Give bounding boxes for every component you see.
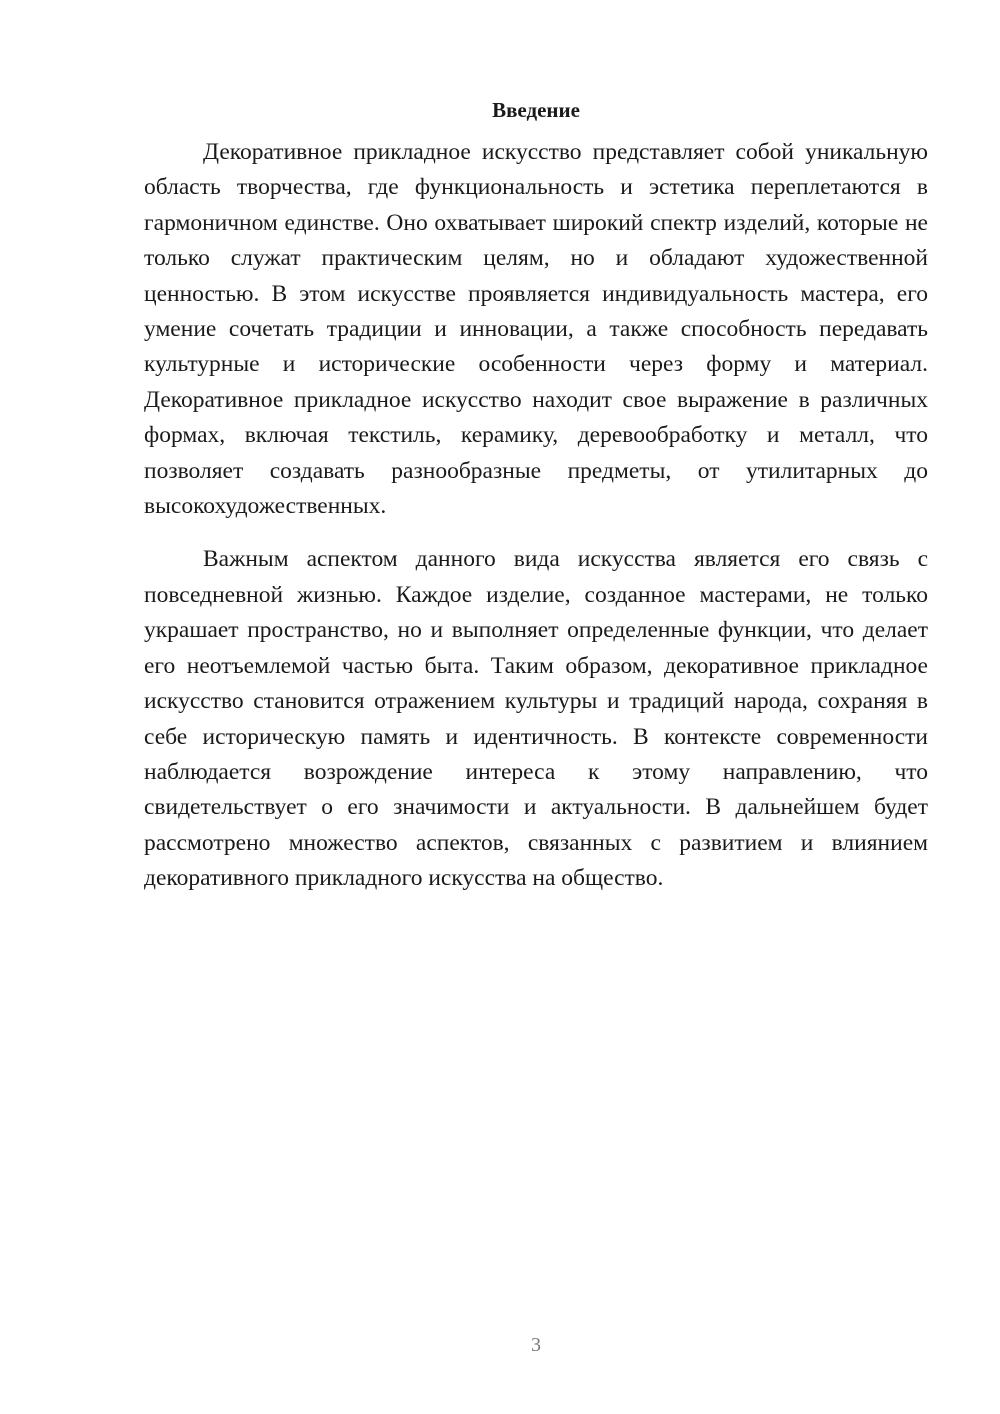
page-title: Введение <box>492 98 580 122</box>
page-content <box>144 93 928 897</box>
paragraph-intro: Декоративное прикладное искусство представляет собой уникальную область творчества, где функциональность и эстетика переплетаются в гармоничном единстве. Оно охватывает широкий спектр изделий, которые не только служат практическим целям, но и обладают художественной ценностью. В этом искусстве проявляется индивидуальность мастера, его умение сочетать традиции и инновации, а также способность передавать культурные и исторические особенности через форму и материал. Декоративное прикладное искусство находит свое выражение в различных формах, включая текстиль, керамику, деревообработку и металл, что позволяет создавать разнообразные предметы, от утилитарных до высокохудожественных. <box>144 139 928 520</box>
paragraph-everyday-life: Важным аспектом данного вида искусства является его связь с повседневной жизнью. Каждое изделие, созданное мастерами, не только украшает пространство, но и выполняет определенные функции, что делает его неотъемлемой частью быта. Таким образом, декоративное прикладное искусство становится отражением культуры и традиций народа, сохраняя в себе историческую память и идентичность. В контексте современности наблюдается возрождение интереса к этому направлению, что свидетельствует о его значимости и актуальности. В дальнейшем будет рассмотрено множество аспектов, связанных с развитием и влиянием декоративного прикладного искусства на общество. <box>144 546 928 892</box>
page-number: 3 <box>531 1334 541 1356</box>
